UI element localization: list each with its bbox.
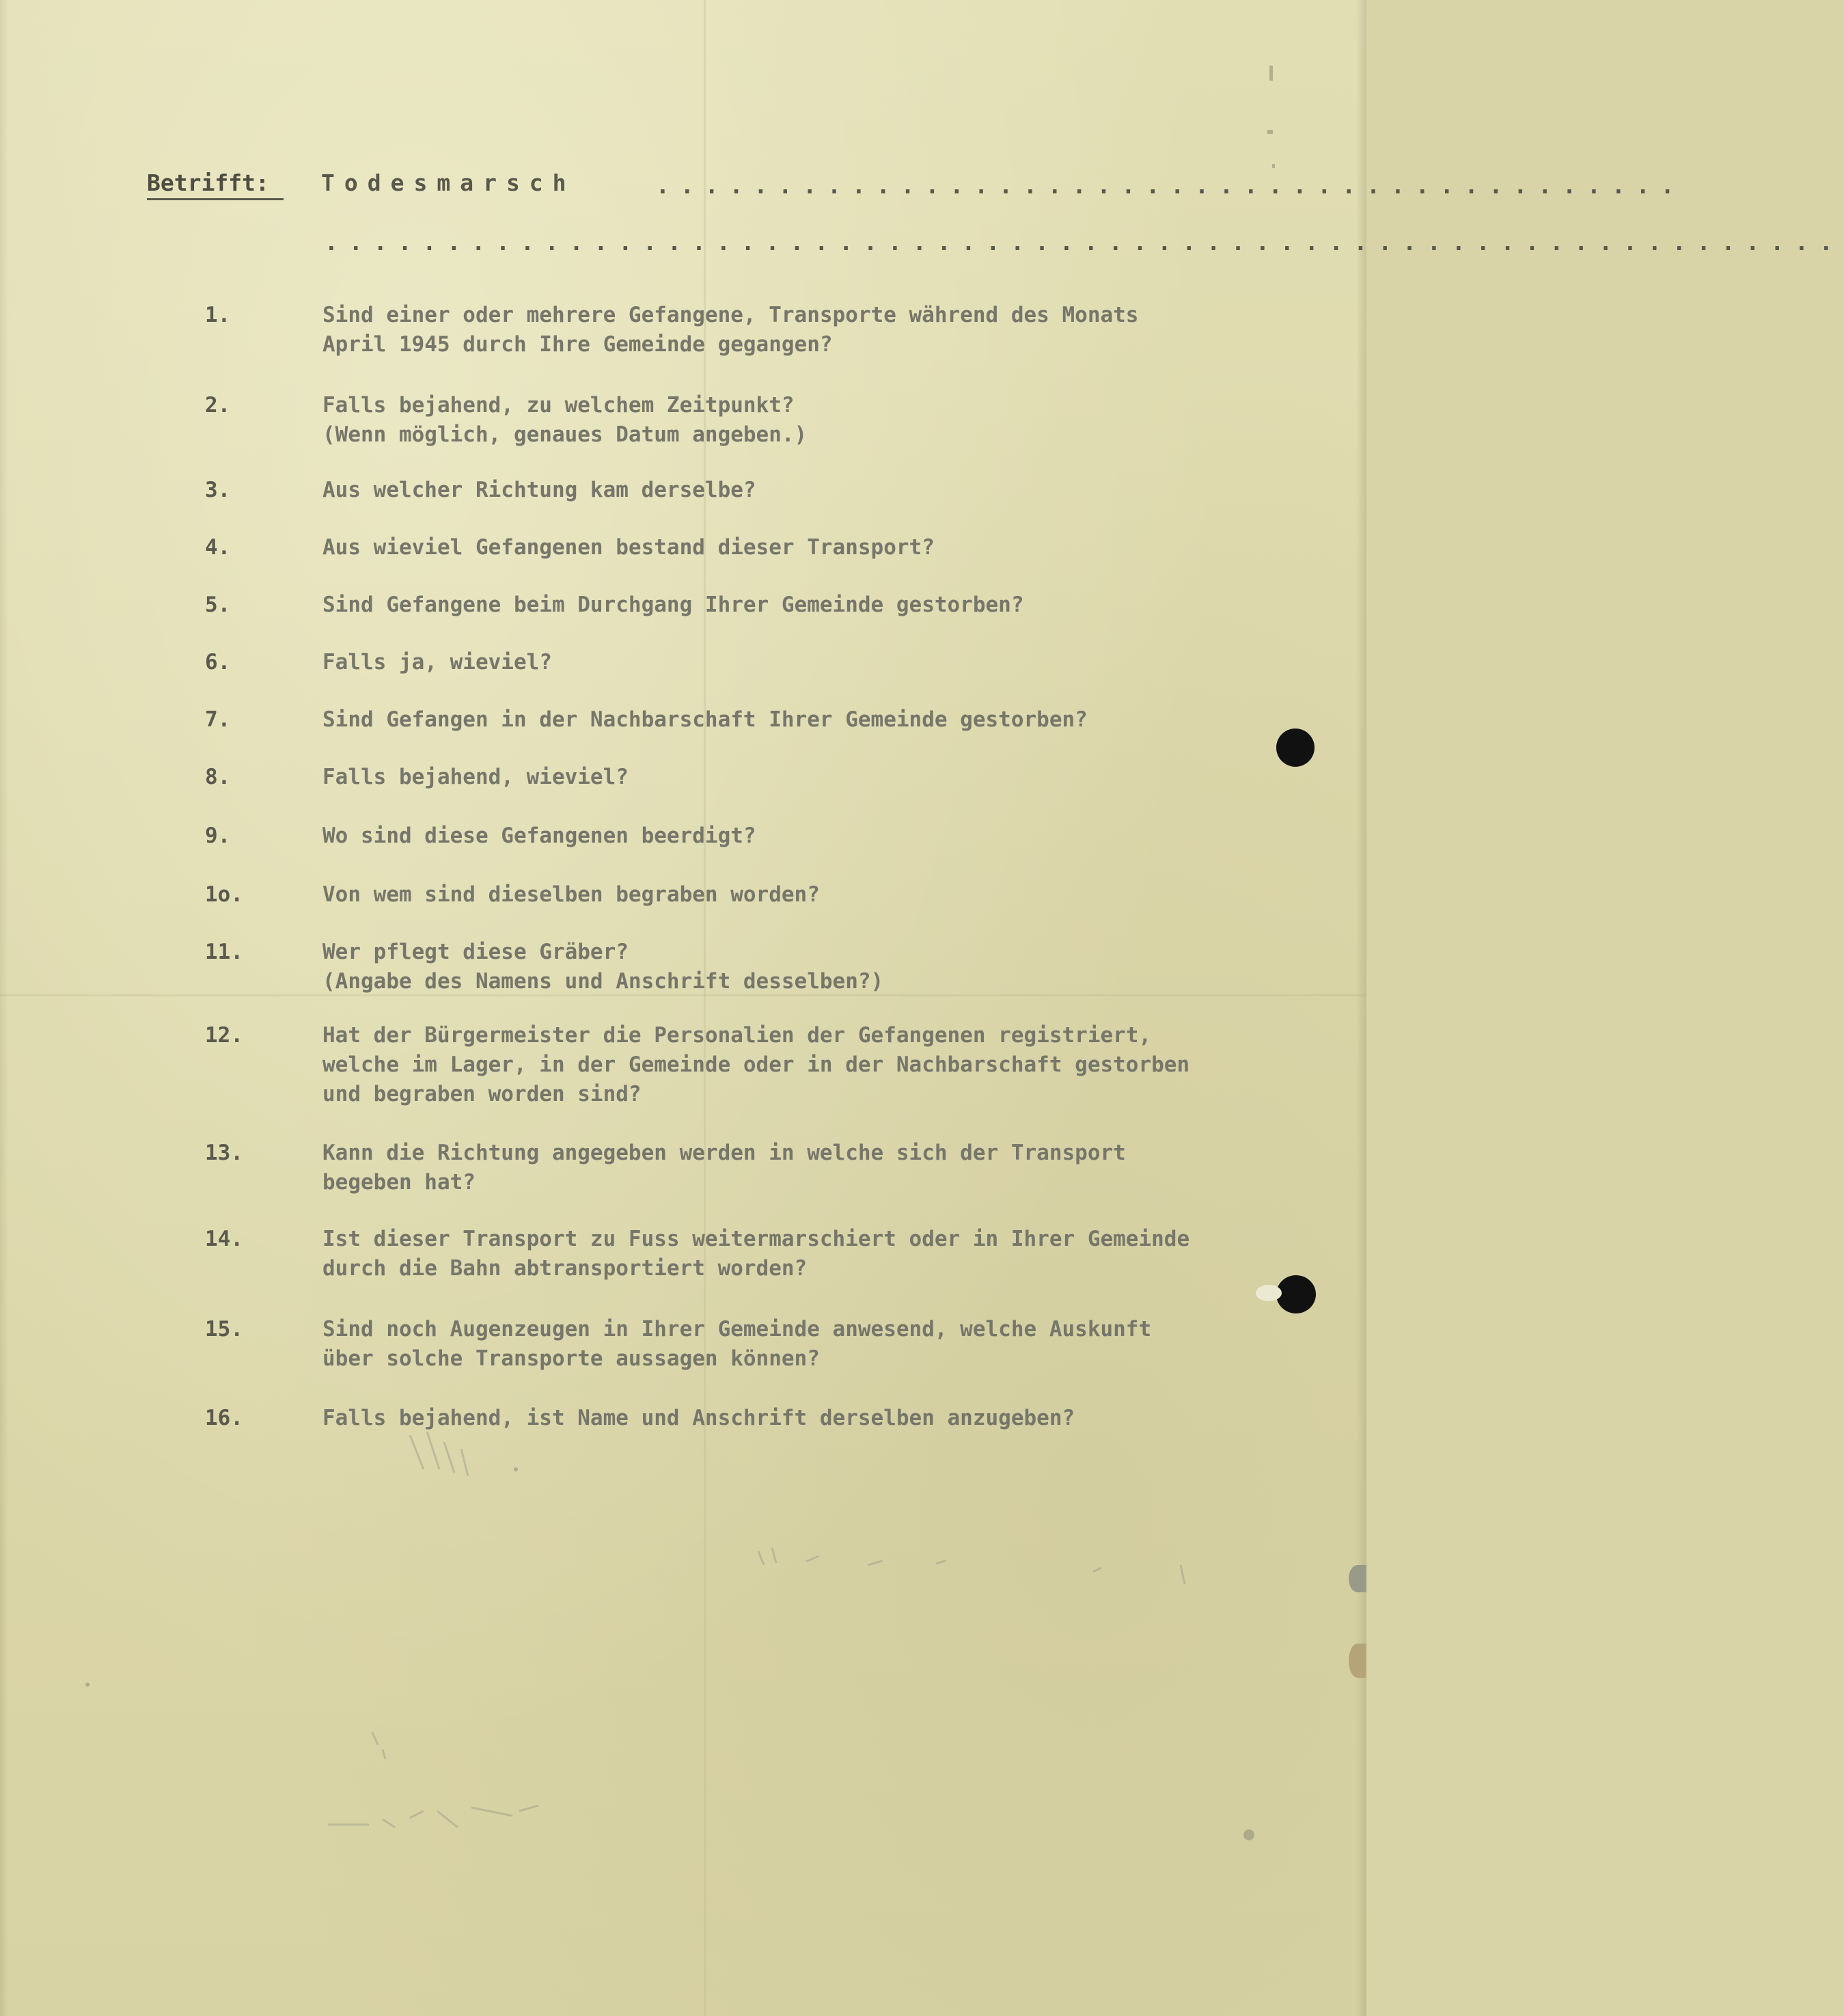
question-number: 7. (205, 707, 231, 732)
question-number: 1o. (205, 882, 243, 907)
question-number: 6. (205, 650, 231, 675)
question-number: 15. (205, 1317, 243, 1341)
subject-value: Todesmarsch (321, 169, 576, 196)
subject-dotted-line: .......................................... (656, 172, 1685, 199)
question-text: Sind Gefangene beim Durchgang Ihrer Gemeinde gestorben? (322, 592, 1024, 617)
question-text: Ist dieser Transport zu Fuss weitermarschiert oder in Ihrer Gemeinde durch die Bahn abtransportiert worden? (322, 1227, 1190, 1281)
question-text: Falls bejahend, zu welchem Zeitpunkt? (Wenn möglich, genaues Datum angeben.) (322, 393, 808, 447)
question-text: Wer pflegt diese Gräber? (Angabe des Namens und Anschrift desselben?) (322, 940, 884, 994)
question-text: Falls bejahend, wieviel? (322, 765, 629, 789)
question-text: Sind noch Augenzeugen in Ihrer Gemeinde anwesend, welche Auskunft über solche Transporte aussagen können? (322, 1317, 1152, 1371)
question-text: Von wem sind dieselben begraben worden? (322, 882, 820, 907)
question-number: 13. (205, 1141, 243, 1165)
subject-dotted-line-2: .............................................................. (325, 229, 1844, 256)
question-number: 9. (205, 823, 231, 848)
subject-label: Betrifft: (147, 169, 269, 196)
question-text: Sind einer oder mehrere Gefangene, Transporte während des Monats April 1945 durch Ihre Gemeinde gegangen? (322, 303, 1139, 357)
question-text: Falls ja, wieviel? (322, 650, 552, 675)
question-text: Aus welcher Richtung kam derselbe? (322, 478, 756, 502)
question-text: Hat der Bürgermeister die Personalien der Gefangenen registriert, welche im Lager, in der Gemeinde oder in der Nachbarschaft gestorben und begraben worden sind? (322, 1023, 1190, 1106)
question-text: Aus wieviel Gefangenen bestand dieser Transport? (322, 535, 935, 560)
question-number: 5. (205, 592, 231, 617)
question-number: 1. (205, 303, 231, 327)
question-number: 11. (205, 940, 243, 964)
question-text: Wo sind diese Gefangenen beerdigt? (322, 823, 756, 848)
question-text: Kann die Richtung angegeben werden in welche sich der Transport begeben hat? (322, 1141, 1126, 1195)
question-number: 8. (205, 765, 231, 789)
question-number: 12. (205, 1023, 243, 1048)
question-number: 4. (205, 535, 231, 560)
question-number: 2. (205, 393, 231, 418)
question-text: Sind Gefangen in der Nachbarschaft Ihrer Gemeinde gestorben? (322, 707, 1088, 732)
question-text: Falls bejahend, ist Name und Anschrift derselben anzugeben? (322, 1406, 1075, 1430)
question-number: 14. (205, 1227, 243, 1251)
question-number: 16. (205, 1406, 243, 1430)
question-number: 3. (205, 478, 231, 502)
